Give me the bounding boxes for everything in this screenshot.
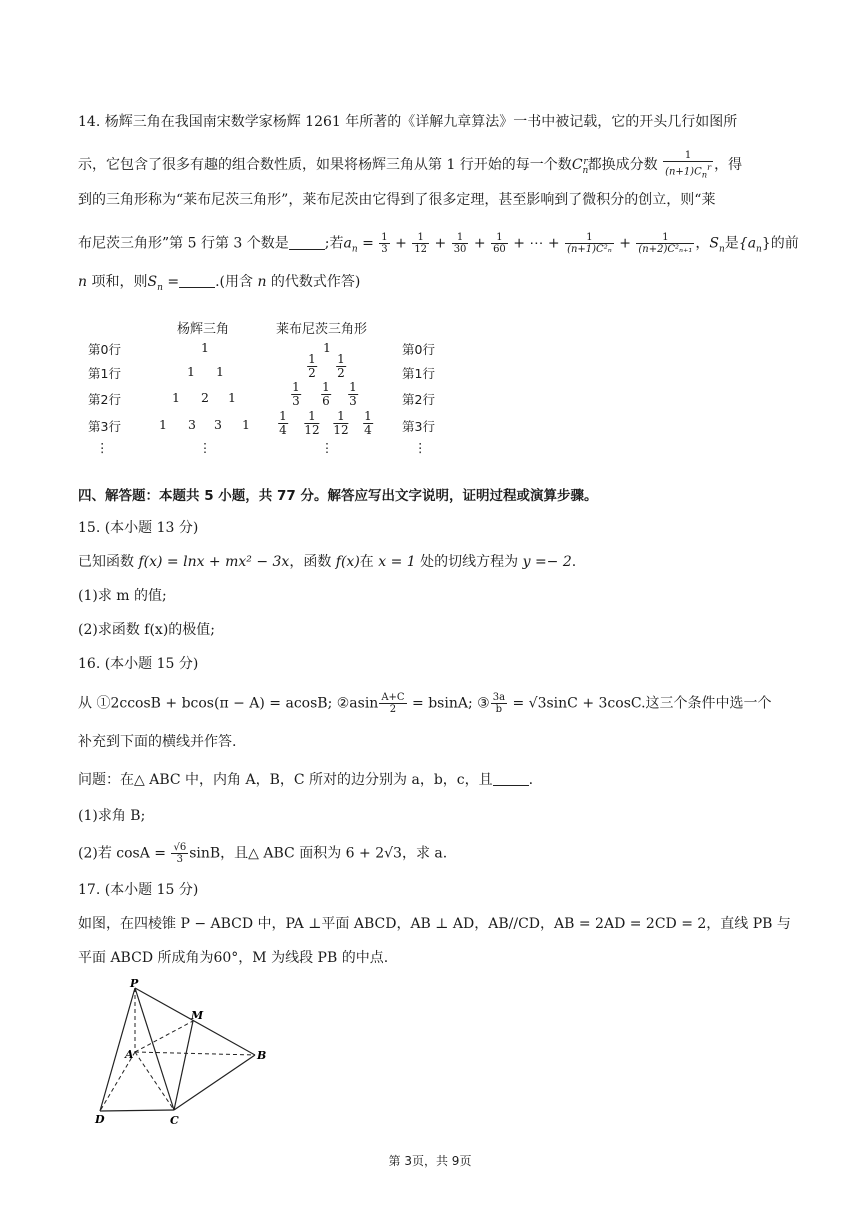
q15-part1: (1)求 m 的值;: [78, 588, 167, 604]
label-d: D: [95, 1113, 105, 1126]
edge-ac: [135, 1052, 174, 1110]
row-label-right-dots: ⋮: [414, 440, 427, 455]
row-label-right-2: 第2行: [402, 392, 435, 407]
q17-line2: 平面 ABCD 所成角为60°，M 为线段 PB 的中点.: [78, 950, 389, 966]
edge-dc: [100, 1110, 174, 1111]
lb-2-2: 1 3: [349, 380, 357, 408]
section-title: 四、解答题：本题共 5 小题，共 77 分。解答应写出文字说明，证明过程或演算步骤。: [78, 488, 598, 504]
yh-2-0: 1: [172, 390, 180, 405]
edge-ab: [135, 1052, 255, 1055]
q17-header: 17. (本小题 15 分): [78, 882, 199, 898]
q16-header: 16. (本小题 15 分): [78, 656, 199, 672]
q15-part2: (2)求函数 f(x)的极值;: [78, 622, 215, 638]
leibniz-title: 莱布尼茨三角形: [276, 322, 368, 337]
answer-blank-2: [179, 273, 215, 288]
yh-dots: ⋮: [198, 440, 212, 455]
lb-2-1: 1 6: [322, 380, 330, 408]
lb-1-1: 1 2: [337, 352, 345, 380]
q17-line1: 如图，在四棱锥 P − ABCD 中，PA ⊥平面 ABCD，AB ⊥ AD，AB//CD，AB = 2AD = 2CD = 2，直线 PB 与: [78, 916, 791, 932]
label-m: M: [191, 1009, 204, 1022]
lb-0-0: 1: [323, 340, 331, 355]
lb-dots: ⋮: [320, 440, 334, 455]
label-b: B: [257, 1049, 267, 1062]
row-label-left-dots: ⋮: [96, 440, 109, 455]
lb-3-2: 1 12: [333, 409, 349, 437]
answer-blank-1: [289, 235, 325, 250]
yh-3-0: 1: [159, 417, 167, 432]
row-label-left-1: 第1行: [88, 366, 121, 381]
row-label-right-3: 第3行: [402, 419, 435, 434]
yh-2-1: 2: [201, 390, 209, 405]
edge-cb: [174, 1055, 255, 1110]
lb-3-1: 1 12: [304, 409, 320, 437]
edge-cm: [174, 1021, 193, 1110]
edge-am: [135, 1021, 193, 1052]
q14-line1: 14. 杨辉三角在我国南宋数学家杨辉 1261 年所著的《详解九章算法》一书中被记载，它的开头几行如图所: [78, 114, 738, 130]
yh-3-3: 1: [242, 417, 250, 432]
lb-3-3: 1 4: [364, 409, 372, 437]
yh-3-2: 3: [214, 417, 222, 432]
q14-line2: 示，它包含了很多有趣的组合数性质，如果将杨辉三角从第 1 行开始的每一个数$C_n^r$都换成分数 $\frac{1}{(n+1)C_n^r}$ ，得: [78, 150, 743, 180]
yh-1-1: 1: [216, 364, 224, 379]
row-label-left-2: 第2行: [88, 392, 121, 407]
yanghui-title: 杨辉三角: [177, 322, 230, 337]
label-p: P: [130, 978, 139, 990]
q16-conditions: 从 ①2ccosB + bcos(π − A) = acosB; ②asin $\frac{A+C}{2}$ = bsinA; ③ $\frac{3a}{b}$ = √3sinC + 3cosC.这三个条件中选一个: [78, 692, 772, 715]
label-c: C: [170, 1114, 179, 1127]
page-footer: 第 3页，共 9页: [388, 1154, 472, 1168]
yh-1-0: 1: [187, 364, 195, 379]
fraction-1-over-n1cnr: $\frac{1}{(n+1)C_n^r}$: [665, 150, 712, 180]
lb-1-0: 1 2: [308, 352, 316, 380]
q16-line2: 补充到下面的横线并作答.: [78, 734, 237, 750]
row-label-right-1: 第1行: [402, 366, 435, 381]
q14-line5: n 项和，则$S_n$ = .(用含 n 的代数式作答): [78, 274, 361, 293]
yh-3-1: 3: [188, 417, 196, 432]
row-label-left-3: 第3行: [88, 419, 121, 434]
q14-line4: 布尼茨三角形”第 5 行第 3 个数是 ;若$a_n$ = $\frac{1}{3}$ + $\frac{1}{12}$ + $\frac{1}{30}$ + $\frac{1}{60}$ + ⋯ + $\frac{1}{\text{(n+1)C²ₙ}}$ + $\frac{1}{\text{(n+2)C²ₙ₊₁}}$ ，$S_n$是$\{a_n\}$的前: [78, 232, 799, 255]
q16-part2: (2)若 cosA = $\frac{√6}{3}$ sinB，且△ ABC 面积为 6 + 2√3，求 a.: [78, 842, 448, 865]
yh-0-0: 1: [201, 340, 209, 355]
q15-stem: 已知函数 f(x) = lnx + mx² − 3x，函数 f(x)在 x = 1 处的切线方程为 y =− 2.: [78, 554, 577, 570]
row-label-right-0: 第0行: [402, 342, 435, 357]
lb-3-0: 1 4: [279, 409, 287, 437]
q14-line3: 到的三角形称为“莱布尼茨三角形”，莱布尼茨由它得到了很多定理，甚至影响到了微积分的创立，则“莱: [78, 192, 716, 208]
answer-blank-3: [493, 771, 529, 786]
q16-question: 问题：在△ ABC 中，内角 A，B，C 所对的边分别为 a，b，c，且 .: [78, 772, 534, 788]
pyramid-figure: [90, 978, 280, 1128]
lb-2-0: 1 3: [292, 380, 300, 408]
row-label-left-0: 第0行: [88, 342, 121, 357]
label-a: A: [125, 1048, 134, 1061]
yh-2-2: 1: [228, 390, 236, 405]
q15-header: 15. (本小题 13 分): [78, 520, 199, 536]
q16-part1: (1)求角 B;: [78, 808, 146, 824]
